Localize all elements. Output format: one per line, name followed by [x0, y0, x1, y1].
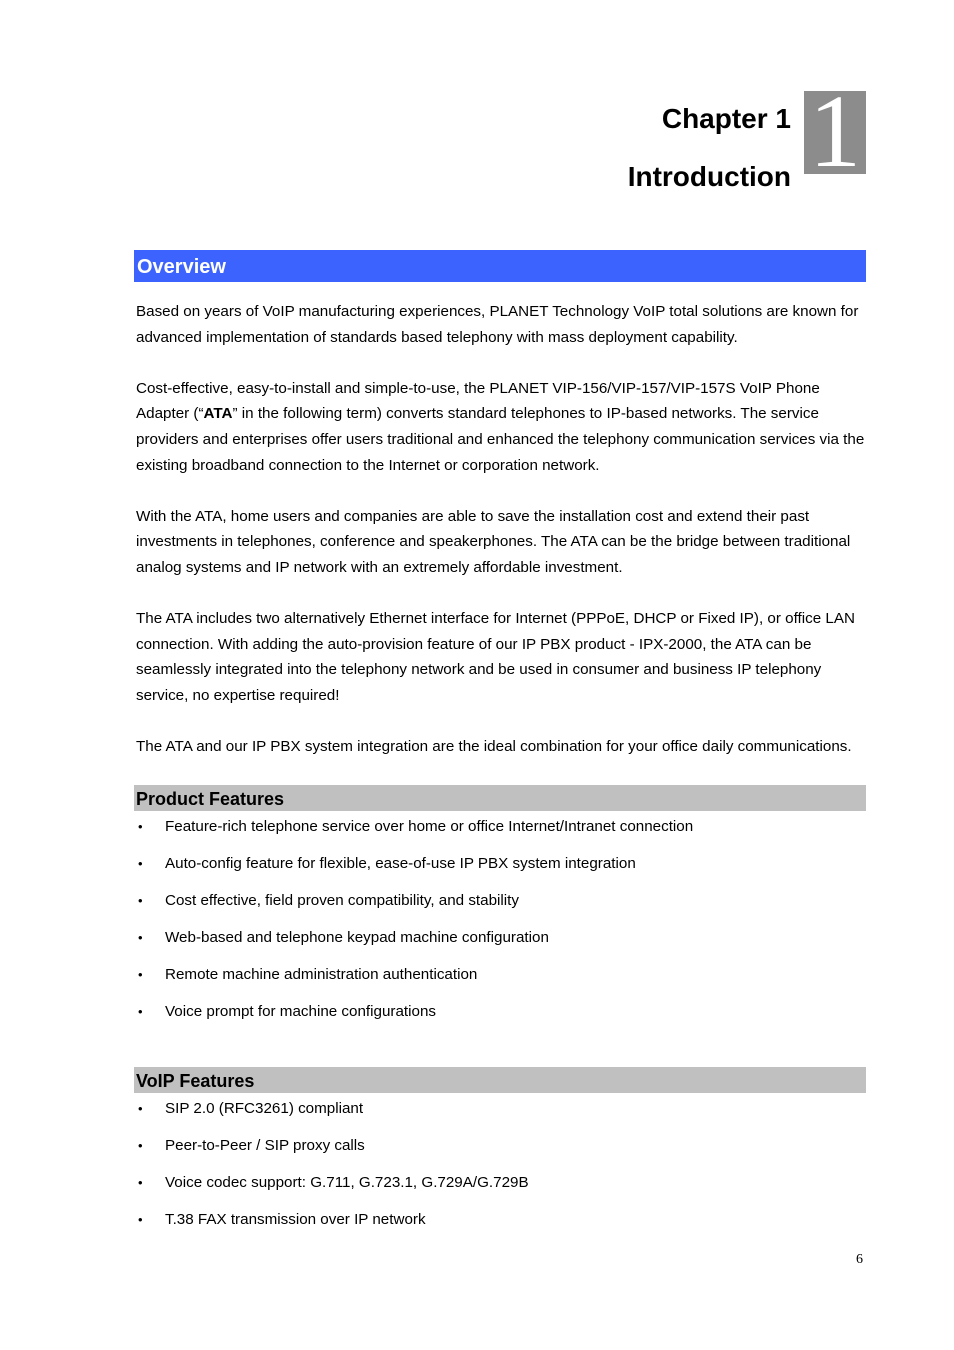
overview-paragraph: [136, 376, 866, 478]
list-item: [134, 1093, 866, 1130]
overview-paragraph: [136, 299, 866, 350]
list-item: [134, 885, 866, 922]
chapter-number: 1: [809, 91, 861, 174]
list-item: [134, 1204, 866, 1241]
paragraph-text: The ATA and our IP PBX system integration are the ideal combination for your office daily communications.: [136, 738, 852, 756]
bullet-icon: •: [138, 819, 143, 835]
list-item-text: SIP 2.0 (RFC3261) compliant: [165, 1100, 364, 1118]
paragraph-text: With the ATA, home users and companies are able to save the installation cost and extend their past investments in telephones, conference and speakerphones. The ATA can be the bridge between traditional analog systems and IP network with an extremely affordable investment.: [136, 507, 851, 576]
chapter-label: Chapter 1: [661, 103, 791, 134]
bullet-icon: •: [138, 930, 143, 946]
list-item-text: Cost effective, field proven compatibility, and stability: [165, 892, 519, 910]
bullet-icon: •: [138, 1212, 143, 1228]
list-item: [134, 848, 866, 885]
list-item-text: Web-based and telephone keypad machine configuration: [165, 929, 549, 947]
bullet-icon: •: [138, 1004, 143, 1020]
bullet-icon: •: [138, 967, 143, 983]
chapter-number-box: [804, 91, 866, 174]
bullet-icon: •: [138, 1175, 143, 1191]
list-item-text: Feature-rich telephone service over home or office Internet/Intranet connection: [165, 818, 694, 836]
chapter-titles: [628, 90, 791, 206]
bold-term: ATA: [203, 405, 233, 423]
list-item: [134, 959, 866, 996]
bullet-icon: •: [138, 856, 143, 872]
overview-paragraph: [136, 734, 866, 760]
overview-body: [134, 299, 866, 760]
list-item: [134, 922, 866, 959]
overview-heading: Overview: [134, 250, 866, 282]
paragraph-text: The ATA includes two alternatively Ethernet interface for Internet (PPPoE, DHCP or Fixed IP), or office LAN connection. With adding the auto-provision feature of our IP PBX product - IPX-2000, the ATA can be seamlessly integrated into the telephony network and be used in consumer and business IP telephony service, no expertise required!: [136, 610, 855, 704]
list-item-text: Voice codec support: G.711, G.723.1, G.729A/G.729B: [165, 1174, 529, 1192]
chapter-header: [306, 90, 866, 200]
product-features-heading: Product Features: [134, 785, 866, 811]
paragraph-text: Cost-effective, easy-to-install and simple-to-use, the PLANET VIP-156/VIP-157/VIP-157S VoIP Phone Adapter (“: [136, 379, 820, 423]
list-item-text: Auto-config feature for flexible, ease-of-use IP PBX system integration: [165, 855, 636, 873]
chapter-title: Introduction: [627, 161, 791, 192]
list-item-text: T.38 FAX transmission over IP network: [165, 1211, 426, 1229]
voip-features-heading: VoIP Features: [134, 1067, 866, 1093]
bullet-icon: •: [138, 1101, 143, 1117]
list-item-text: Voice prompt for machine configurations: [165, 1003, 436, 1021]
list-item-text: Peer-to-Peer / SIP proxy calls: [165, 1137, 365, 1155]
list-item: [134, 811, 866, 848]
list-item: [134, 1130, 866, 1167]
overview-paragraph: [136, 504, 866, 581]
page-number: 6: [856, 1252, 863, 1267]
list-item: [134, 996, 866, 1033]
list-item-text: Remote machine administration authentication: [165, 966, 478, 984]
bullet-icon: •: [138, 1138, 143, 1154]
list-item: [134, 1167, 866, 1204]
voip-features-list: [134, 1093, 866, 1241]
page-content: [134, 250, 866, 1241]
product-features-list: [134, 811, 866, 1033]
overview-paragraph: [136, 606, 866, 708]
bullet-icon: •: [138, 893, 143, 909]
paragraph-text: ” in the following term) converts standard telephones to IP-based networks. The service providers and enterprises offer users traditional and enhanced the telephony communication services via the existing broadband connection to the Internet or corporation network.: [136, 405, 865, 474]
paragraph-text: Based on years of VoIP manufacturing experiences, PLANET Technology VoIP total solutions are known for advanced implementation of standards based telephony with mass deployment capability.: [136, 303, 859, 346]
